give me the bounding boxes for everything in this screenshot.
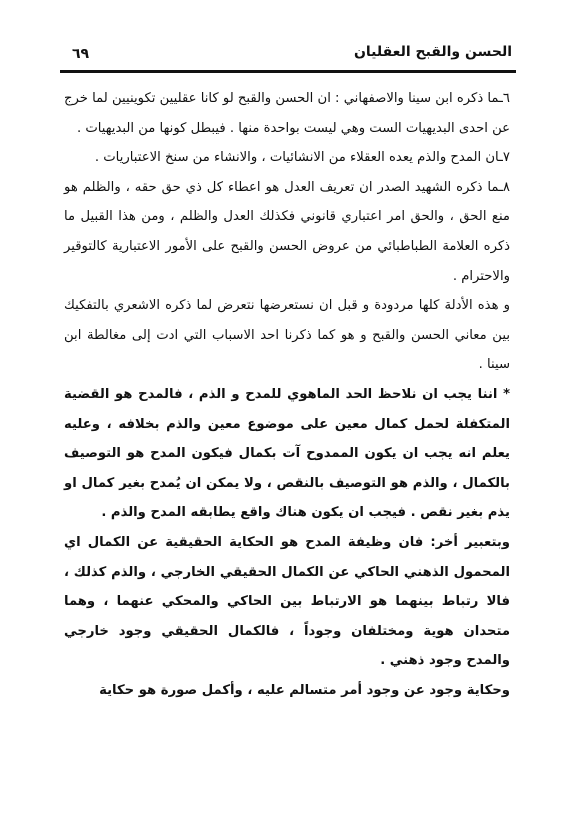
paragraph-8: ٨ـما ذكره الشهيد الصدر ان تعريف العدل هو اعطاء كل ذي حق حقه ، والظلم هو منع الحق ، والحق امر اعتباري قانوني فكذلك العدل والظلم ، ومن هذا القبيل ما ذكره العلامة الطباطبائي من عروض الحسن والقبح على الأمور الاعتبارية كالتوقير والاحترام . xyxy=(64,179,510,284)
paragraph-rebuttal-intro: و هذه الأدلة كلها مردودة و قبل ان نستعرضها نتعرض لما ذكره الاشعري بالتفكيك بين معاني الحسن والقبح و هو كما ذكرنا احد الاسباب التي ادت إلى مغالطة ابن سينا . xyxy=(64,298,510,373)
paragraph-final: وحكاية وجود عن وجود أمر متسالم عليه ، وأكمل صورة هو حكاية xyxy=(99,682,510,698)
paragraph-7: ٧ـان المدح والذم يعده العقلاء من الانشائيات ، والانشاء من سنخ الاعتباريات . xyxy=(94,150,510,166)
body-text xyxy=(64,84,510,705)
paragraph-praise-definition: * اننا يجب ان نلاحظ الحد الماهوي للمدح و الذم ، فالمدح هو القضية المتكفلة لحمل كمال معين على موضوع معين والذم بخلافه ، وعليه يعلم انه يجب ان يكون الممدوح آت بكمال فيكون المدح هو التوصيف بالكمال ، والذم هو التوصيف بالنقص ، ولا يمكن ان يُمدح بغير كمال او يذم بغير نقص . فيجب ان يكون هناك واقع يطابقه المدح والذم . xyxy=(64,386,510,521)
running-title: الحسن والقبح العقليان xyxy=(353,44,512,60)
paragraph-another-expression: وبتعبير أخر: فان وظيفة المدح هو الحكاية الحقيقية عن الكمال اي المحمول الذهني الحاكي عن الكمال الحقيقي الخارجي ، والذم كذلك ، فالا رتباط بينهما هو الارتباط بين الحاكي والمحكي عنهما ، وهما متحدان هوية ومختلفان وجوداً ، فالكمال الحقيقي وجود خارجي والمدح وجود ذهني . xyxy=(64,534,510,669)
header-rule xyxy=(60,70,516,73)
page-number: ٦٩ xyxy=(72,46,90,62)
page-header xyxy=(72,40,512,66)
paragraph-6: ٦ـما ذكره ابن سينا والاصفهاني : ان الحسن والقبح لو كانا عقليين تكوينيين لما خرج عن احدى البديهيات الست وهي ليست بواحدة منها . فيبطل كونها من البديهيات . xyxy=(64,91,510,136)
